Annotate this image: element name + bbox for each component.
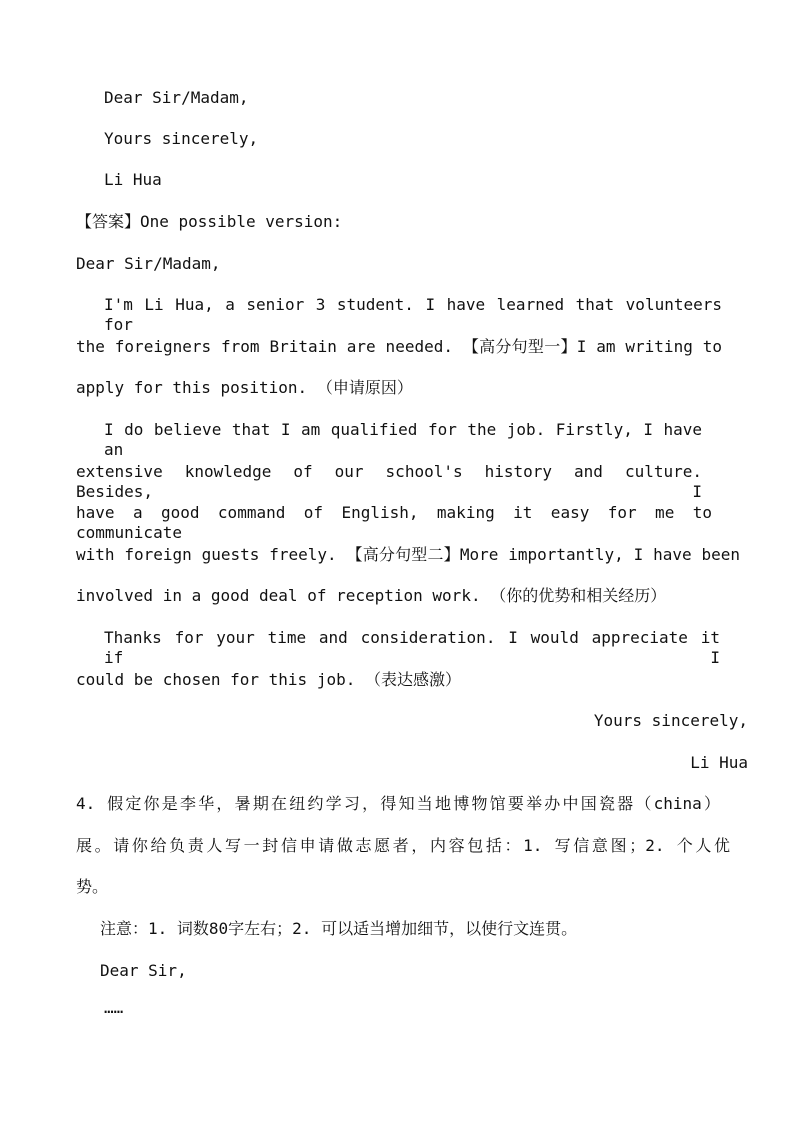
question4-prompt-line3: 势。 xyxy=(76,877,109,896)
answer-p3-line1: Thanks for your time and consideration. I would appreciate it if I xyxy=(104,628,720,667)
question4-prompt-line1: 4. 假定你是李华，暑期在纽约学习，得知当地博物馆要举办中国瓷器（china） xyxy=(76,794,720,813)
answer-header: 【答案】One possible version: xyxy=(76,212,343,231)
question4-prompt-line2: 展。请你给负责人写一封信申请做志愿者，内容包括：1. 写信意图；2. 个人优 xyxy=(76,836,730,855)
answer-signature: Li Hua xyxy=(690,753,748,772)
answer-p3-line2: could be chosen for this job. （表达感激） xyxy=(76,670,461,689)
sample-signature: Li Hua xyxy=(104,170,162,189)
answer-p2-line4: with foreign guests freely. 【高分句型二】More importantly, I have been xyxy=(76,545,740,564)
answer-greeting: Dear Sir/Madam, xyxy=(76,254,221,273)
question4-greeting: Dear Sir, xyxy=(100,961,187,980)
answer-p1-line3: apply for this position. （申请原因） xyxy=(76,378,413,397)
answer-p2-line2: extensive knowledge of our school's history and culture. Besides, I xyxy=(76,462,702,501)
sample-closing: Yours sincerely, xyxy=(104,129,259,148)
sample-greeting: Dear Sir/Madam, xyxy=(104,88,249,107)
answer-p2-line3: have a good command of English, making it easy for me to communicate xyxy=(76,503,712,542)
answer-p1-line2: the foreigners from Britain are needed. 【高分句型一】I am writing to xyxy=(76,337,722,356)
answer-p2-line5: involved in a good deal of reception work. （你的优势和相关经历） xyxy=(76,586,667,605)
answer-p1-line1: I'm Li Hua, a senior 3 student. I have learned that volunteers for xyxy=(104,295,722,334)
answer-closing: Yours sincerely, xyxy=(593,711,748,730)
answer-p2-line1: I do believe that I am qualified for the job. Firstly, I have an xyxy=(104,420,702,459)
question4-notes: 注意：1. 词数80字左右；2. 可以适当增加细节，以使行文连贯。 xyxy=(100,919,578,938)
question4-ellipsis: …… xyxy=(104,998,124,1017)
